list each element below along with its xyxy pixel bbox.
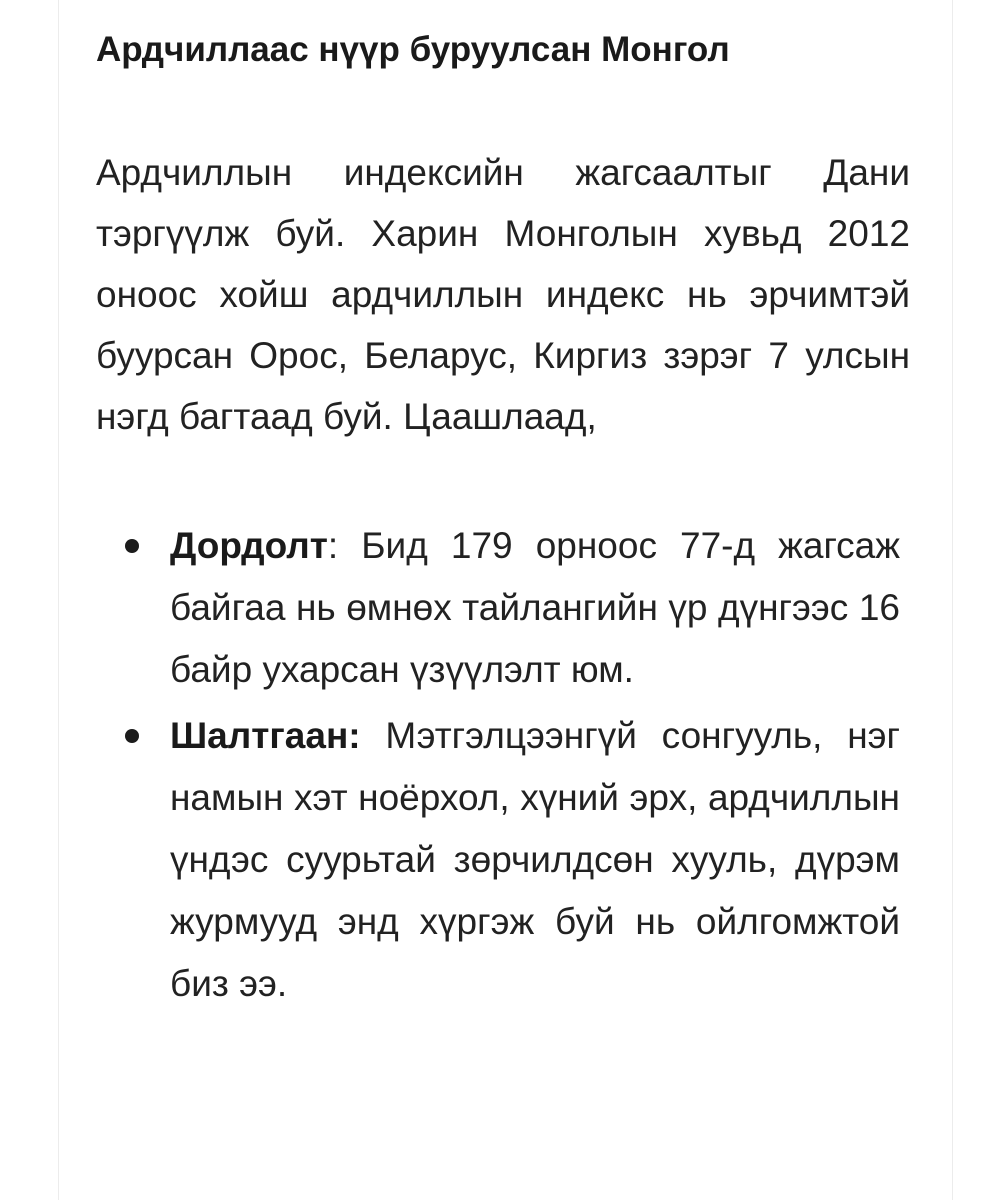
bullet-separator xyxy=(361,715,386,756)
bullet-separator: : xyxy=(327,525,362,566)
bullet-item-decline xyxy=(170,515,910,701)
article xyxy=(96,26,910,1019)
content-left-border xyxy=(58,0,59,1200)
bullet-list xyxy=(96,515,910,1015)
intro-paragraph: Ардчиллын индексийн жагсаалтыг Дани тэргүүлж буй. Харин Монголын хувьд 2012 оноос хойш ардчиллын индекс нь эрчимтэй буурсан Орос, Беларус, Киргиз зэрэг 7 улсын нэгд багтаад буй. Цаашлаад, xyxy=(96,152,910,437)
article-title: Ардчиллаас нүүр буруулсан Монгол xyxy=(96,30,730,69)
bullet-dot-icon xyxy=(125,539,139,553)
bullet-text: Мэтгэлцээнгүй сонгууль, нэг намын хэт ноёрхол, хүний эрх, ардчиллын үндэс суурьтай зөрчилдсөн хууль, дүрэм журмууд энд хүргэж буй нь ойлгомжтой биз ээ. xyxy=(170,715,901,1004)
bullet-term: Дордолт xyxy=(170,525,328,566)
bullet-term: Шалтгаан: xyxy=(170,715,361,756)
bullet-text: Бид 179 орноос 77-д жагсаж байгаа нь өмнөх тайлангийн үр дүнгээс 16 байр ухарсан үзүүлэлт юм. xyxy=(170,525,901,690)
bullet-dot-icon xyxy=(125,729,139,743)
content-right-border xyxy=(952,0,953,1200)
bullet-item-reason xyxy=(170,705,910,1015)
